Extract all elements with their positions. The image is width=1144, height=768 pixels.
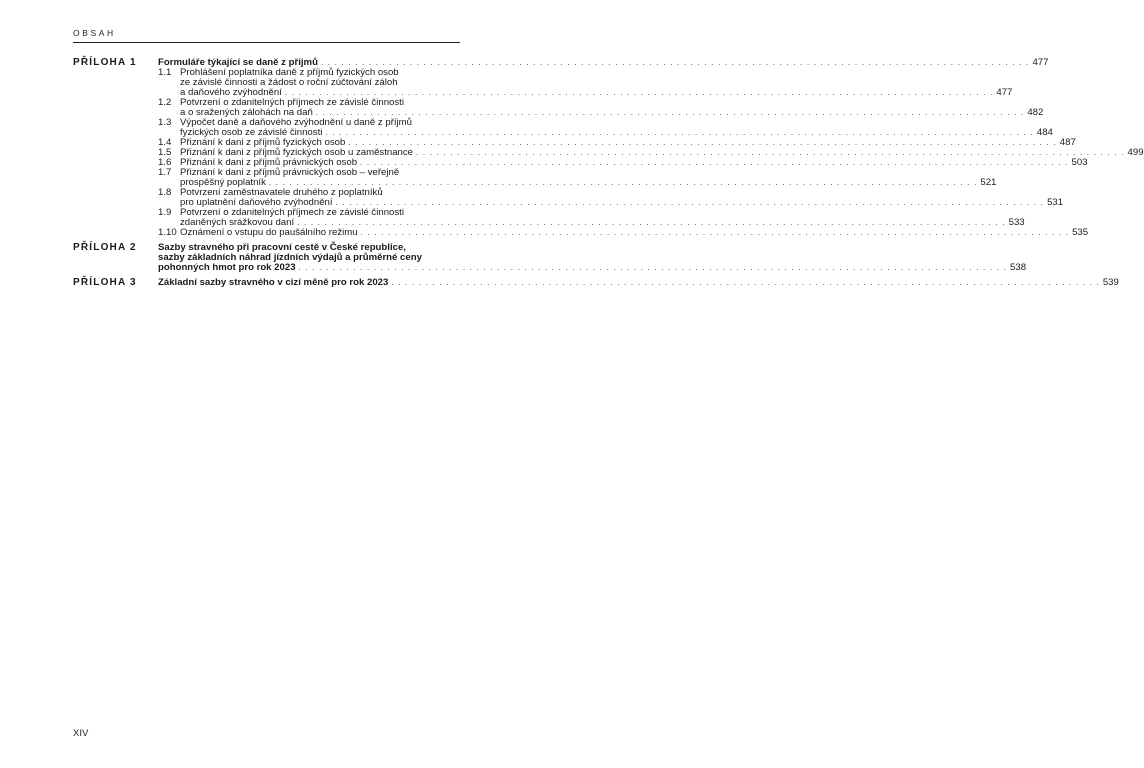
page-number: 503 (1071, 157, 1088, 168)
toc-subentry[interactable] (158, 207, 1025, 228)
page-number: 477 (996, 87, 1013, 98)
table-of-contents (73, 57, 1144, 288)
subentry-number: 1.10 (158, 227, 177, 238)
subentry-line: Přiznání k dani z příjmů právnických osob – veřejně (180, 167, 400, 178)
page-number: 484 (1036, 127, 1053, 138)
page-folio: XIV (73, 728, 89, 739)
appendix-title: Formuláře týkající se daně z příjmů (158, 57, 318, 68)
toc-subentry[interactable] (158, 117, 1053, 138)
dot-leader (391, 278, 1100, 288)
appendix-3 (73, 277, 1119, 288)
subentry-line: a o sražených zálohách na daň (180, 107, 313, 118)
toc-subentry[interactable] (158, 167, 997, 188)
page-number: 521 (980, 177, 997, 188)
dot-leader (325, 128, 1034, 138)
dot-leader (416, 148, 1125, 158)
toc-subentry[interactable] (158, 227, 1089, 238)
page-number: 535 (1072, 227, 1089, 238)
appendix-label: PŘÍLOHA 3 (73, 277, 137, 288)
page-number: 482 (1027, 107, 1044, 118)
subentry-line: Potvrzení zaměstnavatele druhého z poplatníků (180, 187, 383, 198)
subentry-line: a daňového zvýhodnění (180, 87, 282, 98)
page-number: 487 (1059, 137, 1076, 148)
appendix-title-line: pohonných hmot pro rok 2023 (158, 262, 296, 273)
subentry-number: 1.1 (158, 67, 172, 78)
subentry-line: Přiznání k dani z příjmů fyzických osob u zaměstnance (180, 147, 414, 158)
subentry-line: Potvrzení o zdanitelných příjmech ze závislé činnosti (180, 97, 404, 108)
subentry-line: fyzických osob ze závislé činnosti (180, 127, 323, 138)
appendix-label: PŘÍLOHA 1 (73, 57, 137, 68)
toc-subentry[interactable] (158, 67, 1013, 98)
toc-entry[interactable] (158, 242, 1027, 273)
appendix-title-line: sazby základních náhrad jízdních výdajů a průměrné ceny (158, 252, 422, 263)
subentry-line: Přiznání k dani z příjmů právnických osob (180, 157, 358, 168)
toc-subentry[interactable] (158, 187, 1064, 208)
appendix-title-line: Sazby stravného při pracovní cestě v České republice, (158, 242, 406, 253)
dot-leader (316, 108, 1025, 118)
toc-entry[interactable] (158, 277, 1119, 288)
subentry-number: 1.8 (158, 187, 172, 198)
subentry-line: Prohlášení poplatníka daně z příjmů fyzických osob (180, 67, 399, 78)
subentry-line: Oznámení o vstupu do paušálního režimu (180, 227, 358, 238)
toc-subentry[interactable] (158, 97, 1044, 118)
header-rule (73, 42, 460, 43)
page-number: 533 (1008, 217, 1025, 228)
dot-leader (348, 138, 1057, 148)
page-number: 539 (1102, 277, 1119, 288)
appendix-1 (73, 57, 1144, 238)
subentry-number: 1.6 (158, 157, 172, 168)
subentry-line: Přiznání k dani z příjmů fyzických osob (180, 137, 346, 148)
subentry-number: 1.9 (158, 207, 172, 218)
dot-leader (336, 198, 1045, 208)
subentry-number: 1.2 (158, 97, 172, 108)
dot-leader (360, 158, 1069, 168)
subentry-number: 1.5 (158, 147, 172, 158)
subentry-number: 1.7 (158, 167, 172, 178)
dot-leader (321, 58, 1030, 68)
page-number: 477 (1032, 57, 1049, 68)
page-number: 531 (1047, 197, 1064, 208)
subentry-line: pro uplatnění daňového zvýhodnění (180, 197, 333, 208)
subentry-number: 1.4 (158, 137, 172, 148)
subentry-line: Potvrzení o zdanitelných příjmech ze závislé činnosti (180, 207, 404, 218)
running-head: OBSAH (73, 28, 116, 38)
subentry-line: prospěšný poplatník (180, 177, 266, 188)
page-number: 538 (1010, 262, 1027, 273)
subentry-line: ze závislé činnosti a žádost o roční zúčtování záloh (180, 77, 398, 88)
dot-leader (297, 218, 1006, 228)
dot-leader (361, 228, 1070, 238)
appendix-label: PŘÍLOHA 2 (73, 242, 137, 253)
subentry-number: 1.3 (158, 117, 172, 128)
subentry-line: zdaněných srážkovou daní (180, 217, 295, 228)
appendix-title: Základní sazby stravného v cizí měně pro rok 2023 (158, 277, 389, 288)
appendix-2 (73, 242, 1027, 273)
dot-leader (299, 263, 1008, 273)
page-number: 499 (1127, 147, 1144, 158)
subentry-line: Výpočet daně a daňového zvýhodnění u daně z příjmů (180, 117, 413, 128)
